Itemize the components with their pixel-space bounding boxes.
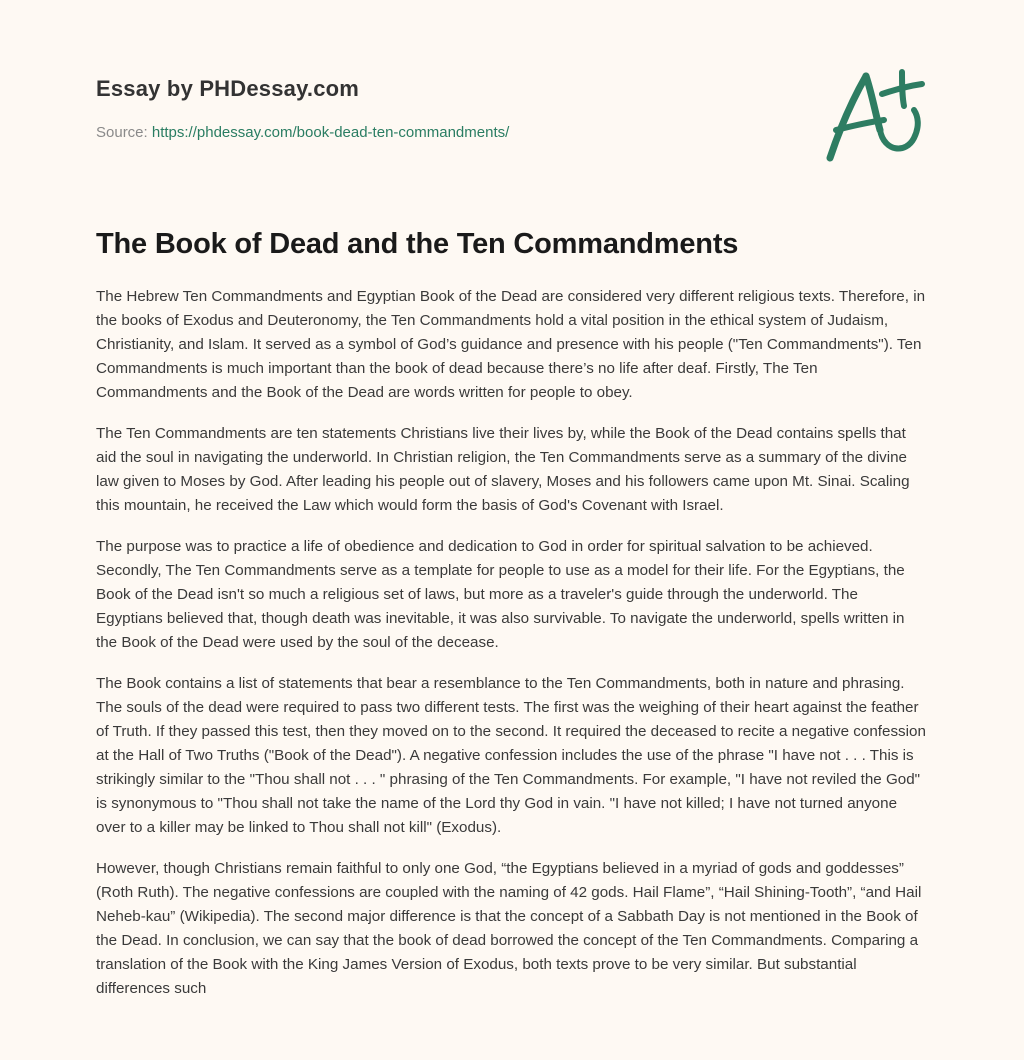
essay-paragraph: The Book contains a list of statements that bear a resemblance to the Ten Commandments, both in nature and phrasing. The souls of the dead were required to pass two different tests. The first was the weighing of their heart against the feather of Truth. If they passed this test, then they moved on to the second. It required the deceased to recite a negative confession at the Hall of Two Truths ("Book of the Dead"). A negative confession includes the use of the phrase "I have not . . . This is strikingly similar to the "Thou shall not . . . " phrasing of the Ten Commandments. For example, "I have not reviled the God" is synonymous to "Thou shall not take the name of the Lord thy God in vain. "I have not killed; I have not turned anyone over to a killer may be linked to Thou shall not kill" (Exodus). bbox=[96, 675, 926, 836]
essay-paragraph: The purpose was to practice a life of obedience and dedication to God in order for spiritual salvation to be achieved. Secondly, The Ten Commandments serve as a template for people to use as a model for their life. For the Egyptians, the Book of the Dead isn't so much a religious set of laws, but more as a traveler's guide through the underworld. The Egyptians believed that, though death was inevitable, it was also survivable. To navigate the underworld, spells written in the Book of the Dead were used by the soul of the decease. bbox=[96, 538, 905, 651]
site-brand: Essay by PHDessay.com bbox=[96, 76, 360, 101]
source-label: Source: bbox=[96, 124, 152, 141]
a-plus-grade-icon bbox=[822, 64, 930, 168]
essay-paragraph: However, though Christians remain faithful to only one God, “the Egyptians believed in a myriad of gods and goddesses” (Roth Ruth). The negative confessions are coupled with the naming of 42 gods. Hail Flame”, “Hail Shining-Tooth”, “and Hail Neheb-kau” (Wikipedia). The second major difference is that the concept of a Sabbath Day is not mentioned in the Book of the Dead. In conclusion, we can say that the book of dead borrowed the concept of the Ten Commandments. Comparing a translation of the Book with the King James Version of Exodus, both texts prove to be very similar. But substantial differences such bbox=[96, 860, 922, 997]
source-link[interactable]: https://phdessay.com/book-dead-ten-commandments/ bbox=[151, 124, 510, 141]
essay-header bbox=[96, 74, 796, 143]
essay-paragraph: The Ten Commandments are ten statements Christians live their lives by, while the Book of the Dead contains spells that aid the soul in navigating the underworld. In Christian religion, the Ten Commandments serve as a summary of the divine law given to Moses by God. After leading his people out of slavery, Moses and his followers came upon Mt. Sinai. Scaling this mountain, he received the Law which would form the basis of God's Covenant with Israel. bbox=[96, 425, 910, 514]
essay-title: The Book of Dead and the Ten Commandments bbox=[96, 228, 739, 260]
source-line bbox=[96, 123, 796, 143]
essay-paragraph: The Hebrew Ten Commandments and Egyptian Book of the Dead are considered very different religious texts. Therefore, in the books of Exodus and Deuteronomy, the Ten Commandments hold a vital position in the ethical system of Judaism, Christianity, and Islam. It served as a symbol of God’s guidance and presence with his people ("Ten Commandments"). Ten Commandments is much important than the book of dead because there’s no life after deaf. Firstly, The Ten Commandments and the Book of the Dead are words written for people to obey. bbox=[96, 288, 926, 401]
essay-body bbox=[96, 285, 928, 1018]
